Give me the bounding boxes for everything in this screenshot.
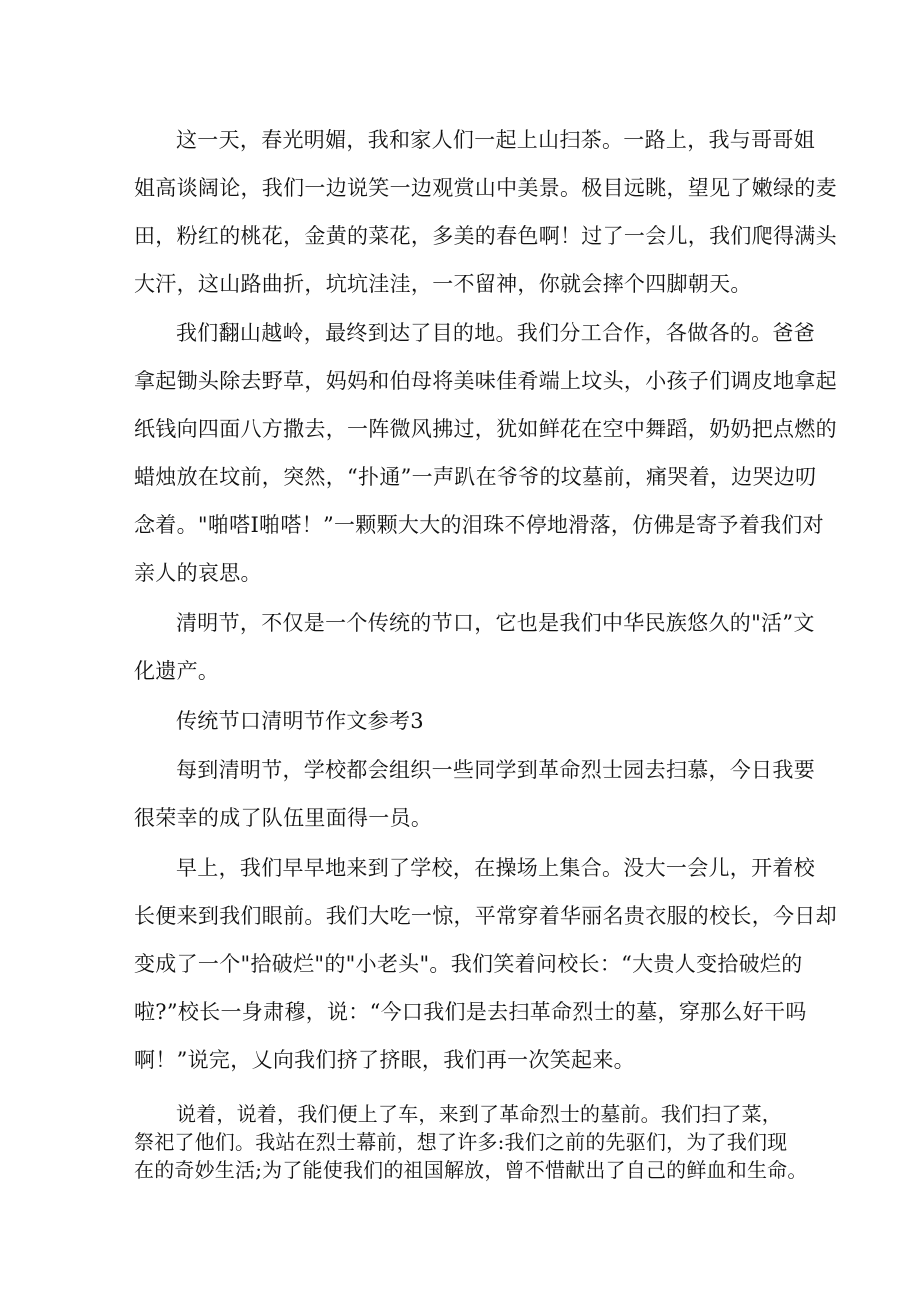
- paragraph-line: 啦?”校长一身肃穆，说：“今口我们是去扫革命烈士的墓，穿那么好干吗: [134, 1000, 807, 1024]
- paragraph-line: 在的奇妙生活;为了能使我们的祖国解放，曾不惜献出了自己的鲜血和生命。: [134, 1158, 808, 1182]
- paragraph-line: 这一天，春光明媚，我和家人们一起上山扫茶。一路上，我与哥哥姐: [176, 128, 815, 152]
- paragraph-line: 早上，我们早早地来到了学校，在操场上集合。没大一会儿，开着校: [176, 856, 815, 880]
- paragraph-line: 说着，说着，我们便上了车，来到了革命烈士的墓前。我们扫了菜，: [176, 1102, 782, 1126]
- paragraph-line: 拿起锄头除去野草，妈妈和伯母将美味佳肴端上坟头，小孩子们调皮地拿起: [134, 369, 837, 393]
- paragraph-line: 很荣幸的成了队伍里面得一员。: [134, 806, 433, 830]
- paragraph-line: 长便来到我们眼前。我们大吃一惊，平常穿着华丽名贵衣服的校长，今日却: [134, 904, 837, 928]
- section-heading: 传统节口清明节作文参考3: [176, 709, 424, 733]
- paragraph-line: 清明节，不仅是一个传统的节口，它也是我们中华民族悠久的"活”文: [176, 611, 815, 635]
- paragraph-line: 化遗产。: [134, 659, 220, 683]
- paragraph-line: 变成了一个"拾破烂"的"小老头"。我们笑着问校长：“大贵人变拾破烂的: [134, 952, 803, 976]
- paragraph-line: 田，粉红的桃花，金黄的菜花，多美的春色啊！过了一会儿，我们爬得满头: [134, 224, 837, 248]
- paragraph-line: 亲人的哀思。: [134, 561, 262, 585]
- paragraph-line: 纸钱向四面八方撒去，一阵微风拂过，犹如鲜花在空中舞蹈，奶奶把点燃的: [134, 417, 837, 441]
- paragraph-line: 蜡烛放在坟前，突然，“扑通”一声趴在爷爷的坟墓前，痛哭着，边哭边叨: [134, 465, 817, 489]
- paragraph-line: 祭祀了他们。我站在烈士幕前，想了许多:我们之前的先驱们，为了我们现: [134, 1130, 788, 1154]
- paragraph-line: 我们翻山越岭，最终到达了目的地。我们分工合作，各做各的。爸爸: [176, 321, 815, 345]
- paragraph-line: 姐高谈阔论，我们一边说笑一边观赏山中美景。极目远眺，望见了嫩绿的麦: [134, 176, 837, 200]
- paragraph-line: 念着。"啪嗒I啪嗒！”一颗颗大大的泪珠不停地滑落，仿佛是寄予着我们对: [134, 513, 824, 537]
- paragraph-line: 每到清明节，学校都会组织一些同学到革命烈士园去扫慕，今日我要: [176, 758, 815, 782]
- paragraph-line: 大汗，这山路曲折，坑坑洼洼，一不留神，你就会摔个四脚朝天。: [134, 272, 752, 296]
- paragraph-line: 啊！”说完，乂向我们挤了挤眼，我们再一次笑起来。: [134, 1048, 635, 1072]
